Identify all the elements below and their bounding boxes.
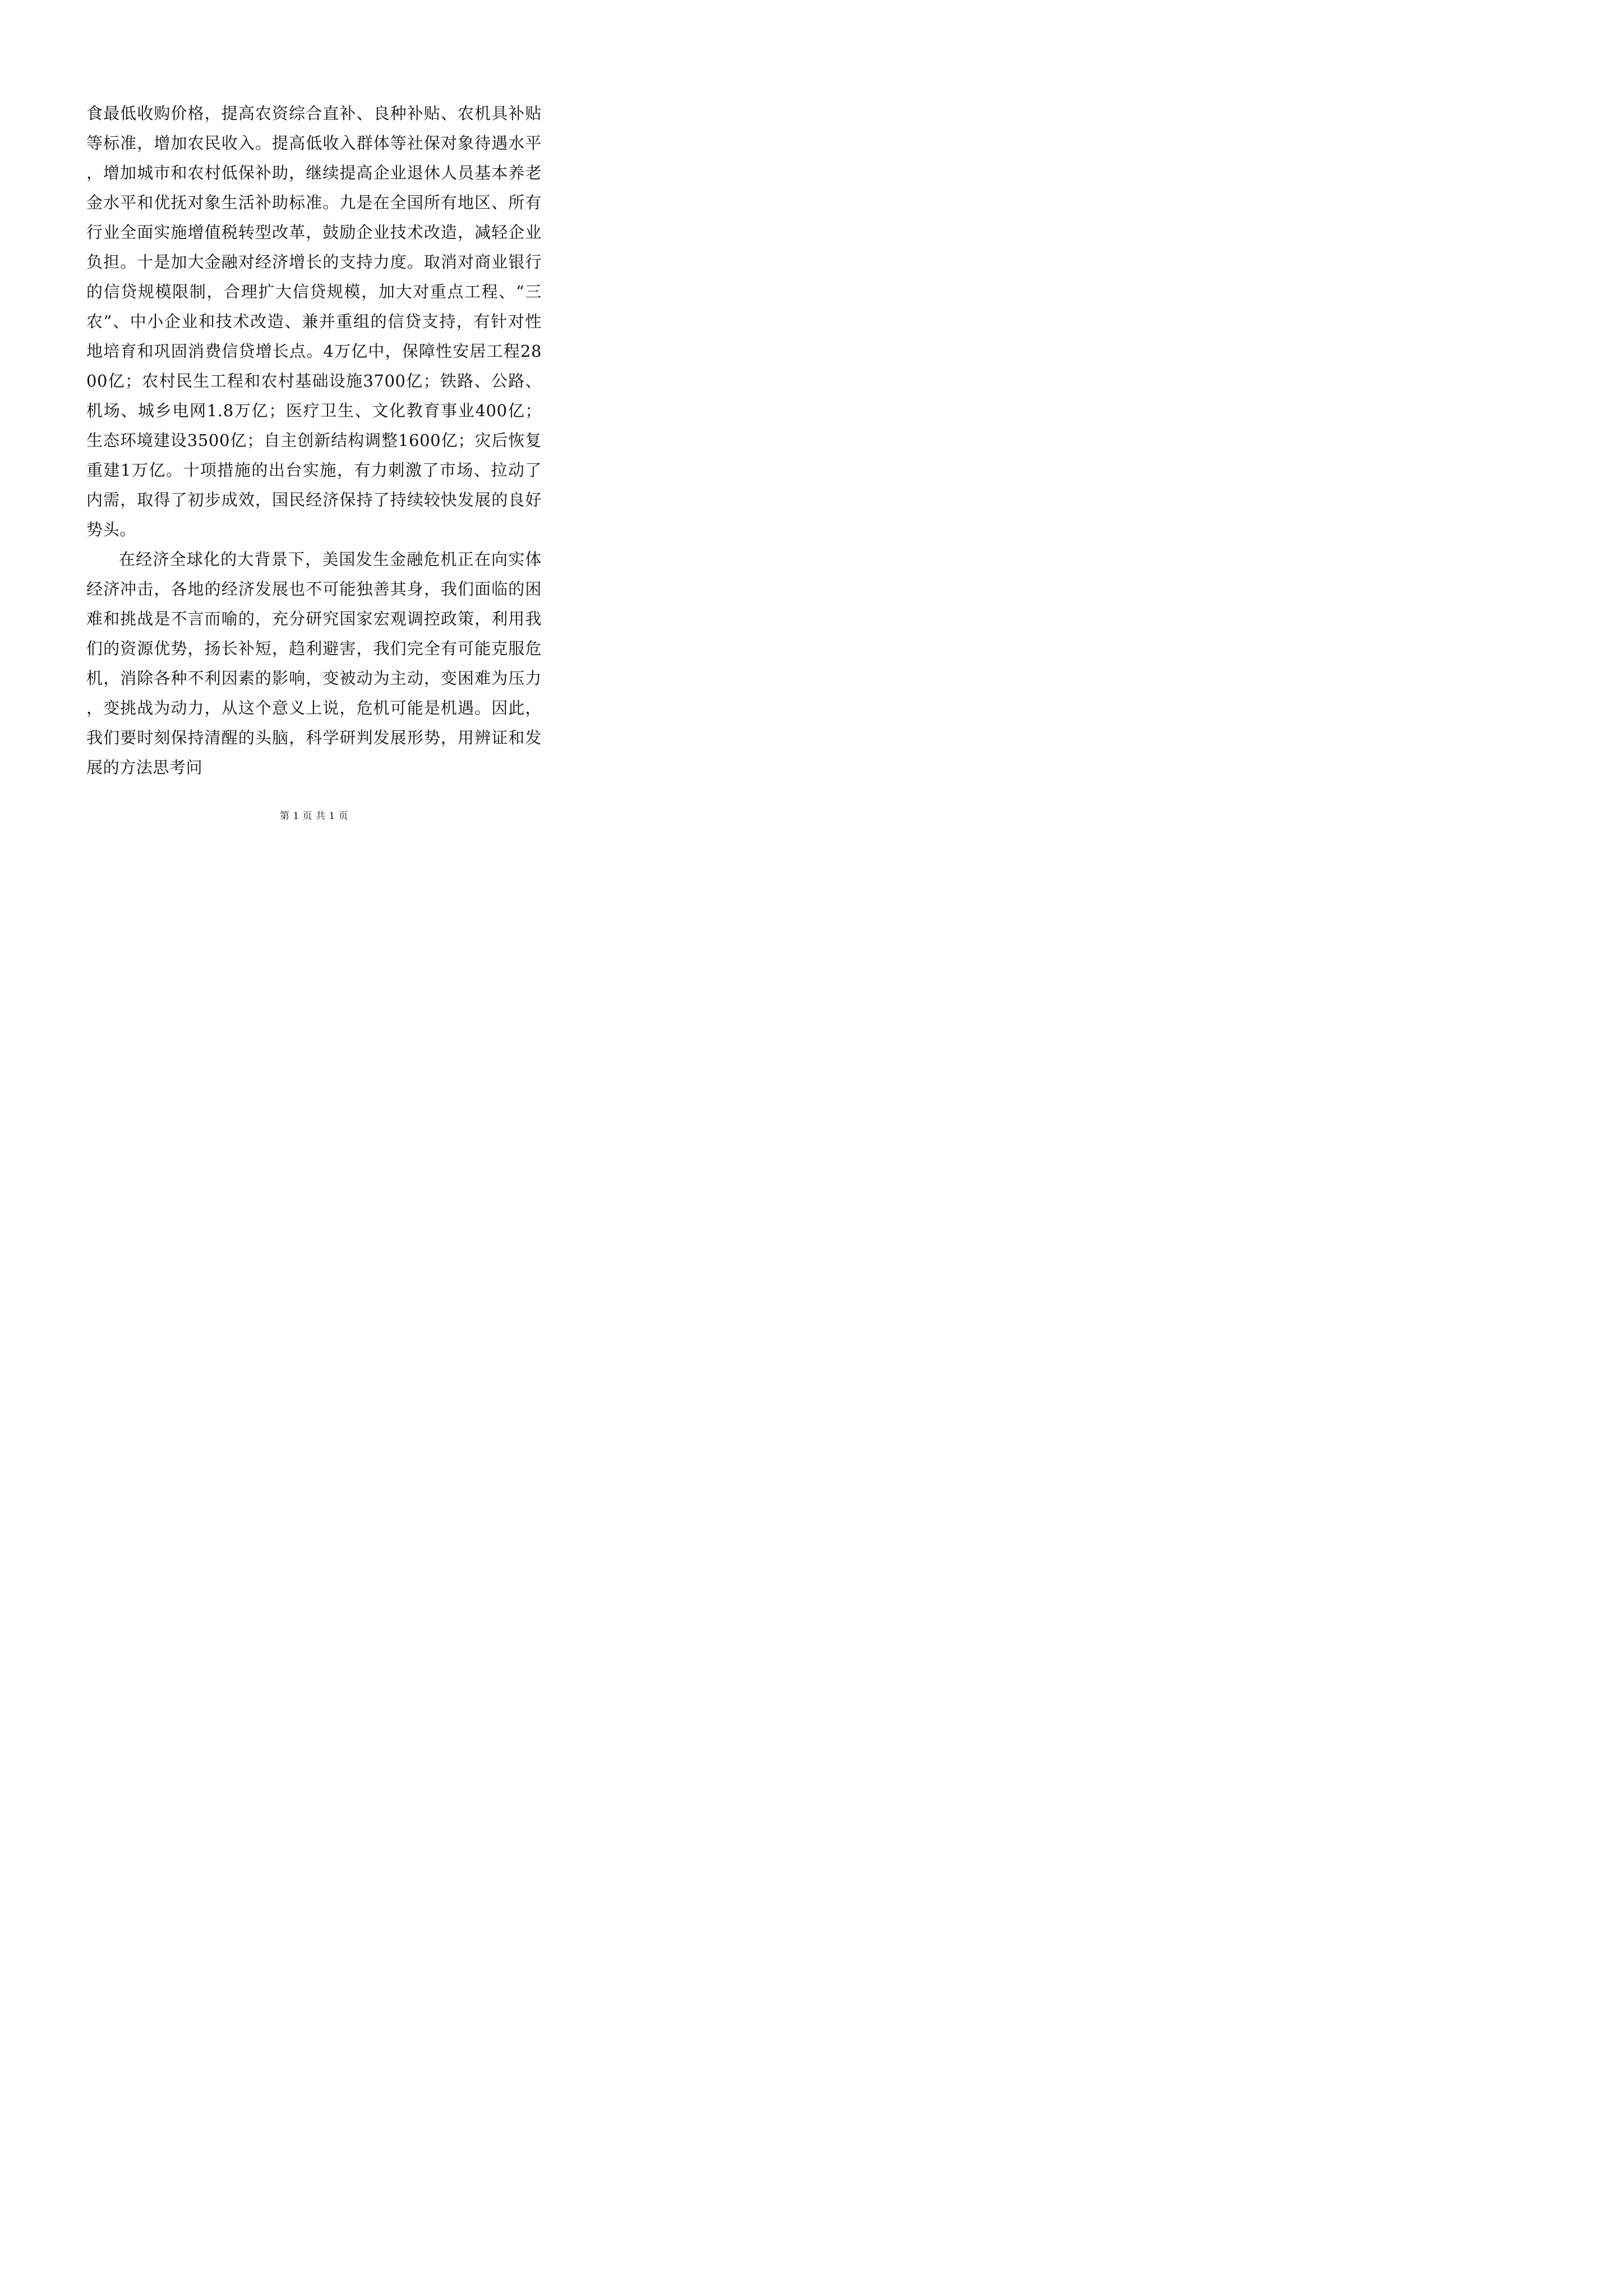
document-body — [86, 99, 542, 783]
paragraph-continued: 食最低收购价格，提高农资综合直补、良种补贴、农机具补贴等标准，增加农民收入。提高低收入群体等社保对象待遇水平，增加城市和农村低保补助，继续提高企业退休人员基本养老金水平和优抚对象生活补助标准。九是在全国所有地区、所有行业全面实施增值税转型改革，鼓励企业技术改造，减轻企业负担。十是加大金融对经济增长的支持力度。取消对商业银行的信贷规模限制，合理扩大信贷规模，加大对重点工程、“三农”、中小企业和技术改造、兼并重组的信贷支持，有针对性地培育和巩固消费信贷增长点。4万亿中，保障性安居工程2800亿；农村民生工程和农村基础设施3700亿；铁路、公路、机场、城乡电网1.8万亿；医疗卫生、文化教育事业400亿；生态环境建设3500亿；自主创新结构调整1600亿；灾后恢复重建1万亿。十项措施的出台实施，有力刺激了市场、拉动了内需，取得了初步成效，国民经济保持了持续较快发展的良好势头。 — [86, 104, 542, 539]
document-page — [0, 0, 628, 889]
paragraph: 在经济全球化的大背景下，美国发生金融危机正在向实体经济冲击，各地的经济发展也不可能独善其身，我们面临的困难和挑战是不言而喻的，充分研究国家宏观调控政策，利用我们的资源优势，扬长补短，趋利避害，我们完全有可能克服危机，消除各种不利因素的影响，变被动为主动，变困难为压力，变挑战为动力，从这个意义上说，危机可能是机遇。因此，我们要时刻保持清醒的头脑，科学研判发展形势，用辨证和发展的方法思考问 — [86, 550, 542, 777]
page-footer: 第 1 页 共 1 页 — [279, 811, 349, 822]
